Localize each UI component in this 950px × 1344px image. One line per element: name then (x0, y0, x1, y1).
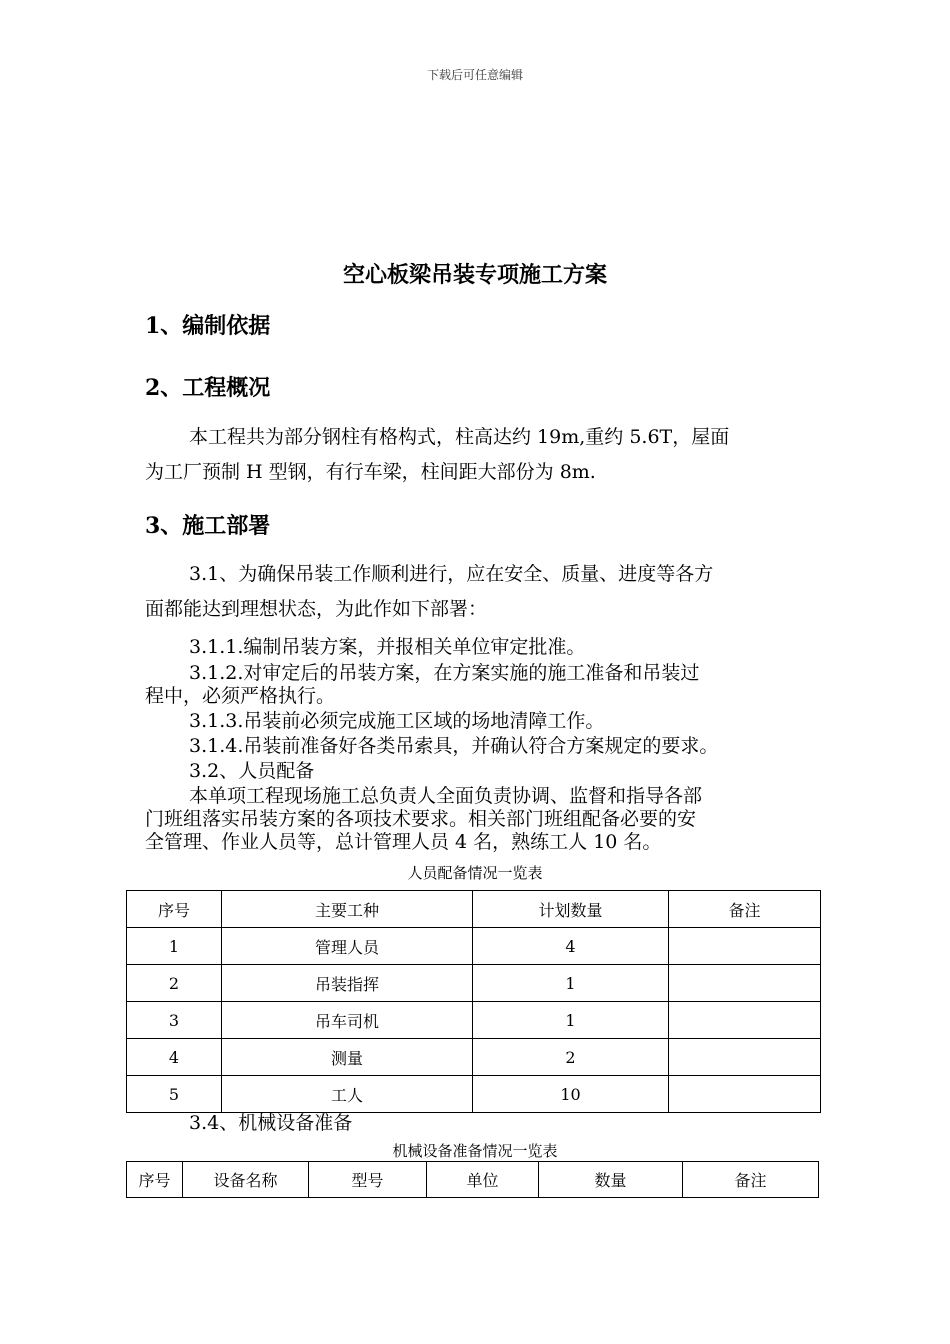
table-cell: 10 (473, 1076, 669, 1113)
deploy-item-2-line-2: 程中，必须严格执行。 (145, 685, 336, 707)
table-header-cell: 型号 (309, 1162, 427, 1198)
header-note: 下载后可任意编辑 (426, 68, 523, 82)
table-header-cell: 备注 (683, 1162, 819, 1198)
equip-table (126, 1161, 819, 1198)
table-header-cell: 数量 (539, 1162, 683, 1198)
equip-table-caption: 机械设备准备情况一览表 (392, 1142, 558, 1160)
deploy-item-2-line-1: 3.1.2.对审定后的吊装方案，在方案实施的施工准备和吊装过 (189, 662, 700, 684)
section-heading-1: 1、编制依据 (145, 313, 271, 339)
table-row (127, 965, 821, 1002)
page-title: 空心板梁吊装专项施工方案 (342, 262, 607, 288)
section-heading-2: 2、工程概况 (145, 375, 271, 401)
table-cell (669, 965, 821, 1002)
table-cell: 3 (127, 1002, 222, 1039)
staff-line-3: 全管理、作业人员等，总计管理人员 4 名，熟练工人 10 名。 (145, 831, 662, 853)
staff-table-caption: 人员配备情况一览表 (407, 864, 543, 882)
deploy-3-1-line-1: 3.1、为确保吊装工作顺利进行，应在安全、质量、进度等各方 (189, 563, 714, 585)
deploy-item-3: 3.1.3.吊装前必须完成施工区域的场地清障工作。 (189, 710, 605, 732)
table-cell (669, 928, 821, 965)
staff-line-1: 本单项工程现场施工总负责人全面负责协调、监督和指导各部 (189, 785, 703, 807)
table-header-row (127, 891, 821, 928)
table-cell: 吊装指挥 (222, 965, 473, 1002)
table-header-cell: 序号 (127, 1162, 183, 1198)
table-header-row (127, 1162, 819, 1198)
overview-line-2: 为工厂预制 H 型钢，有行车梁，柱间距大部份为 8m. (145, 461, 596, 483)
staff-paragraph (145, 785, 810, 854)
deploy-3-1-line-2: 面都能达到理想状态，为此作如下部署： (145, 598, 488, 620)
table-cell: 4 (473, 928, 669, 965)
table-cell: 1 (473, 1002, 669, 1039)
deploy-item-1: 3.1.1.编制吊装方案，并报相关单位审定批准。 (189, 636, 586, 658)
table-row (127, 928, 821, 965)
deploy-item-4: 3.1.4.吊装前准备好各类吊索具，并确认符合方案规定的要求。 (189, 735, 719, 757)
table-row (127, 1076, 821, 1113)
deploy-heading-3-2: 3.2、人员配备 (189, 760, 315, 782)
table-cell: 4 (127, 1039, 222, 1076)
table-header-cell: 设备名称 (183, 1162, 309, 1198)
table-cell: 工人 (222, 1076, 473, 1113)
table-cell: 测量 (222, 1039, 473, 1076)
table-cell (669, 1002, 821, 1039)
table-cell: 2 (473, 1039, 669, 1076)
table-cell (669, 1076, 821, 1113)
staff-line-2: 门班组落实吊装方案的各项技术要求。相关部门班组配备必要的安 (145, 808, 697, 830)
table-cell: 1 (127, 928, 222, 965)
deploy-item-2 (145, 662, 810, 708)
table-cell: 1 (473, 965, 669, 1002)
table-header-cell: 序号 (127, 891, 222, 928)
table-row (127, 1002, 821, 1039)
table-header-cell: 主要工种 (222, 891, 473, 928)
overview-line-1: 本工程共为部分钢柱有格构式，柱高达约 19m,重约 5.6T，屋面 (189, 426, 730, 448)
overview-paragraph (145, 420, 810, 490)
table-header-cell: 备注 (669, 891, 821, 928)
table-cell: 2 (127, 965, 222, 1002)
table-row (127, 1039, 821, 1076)
table-cell: 5 (127, 1076, 222, 1113)
deploy-heading-3-4: 3.4、机械设备准备 (189, 1112, 353, 1134)
table-cell: 管理人员 (222, 928, 473, 965)
table-cell (669, 1039, 821, 1076)
staff-table (126, 890, 821, 1113)
deploy-paragraph-3-1 (145, 557, 810, 627)
table-header-cell: 单位 (427, 1162, 539, 1198)
section-heading-3: 3、施工部署 (145, 513, 271, 539)
table-header-cell: 计划数量 (473, 891, 669, 928)
table-cell: 吊车司机 (222, 1002, 473, 1039)
